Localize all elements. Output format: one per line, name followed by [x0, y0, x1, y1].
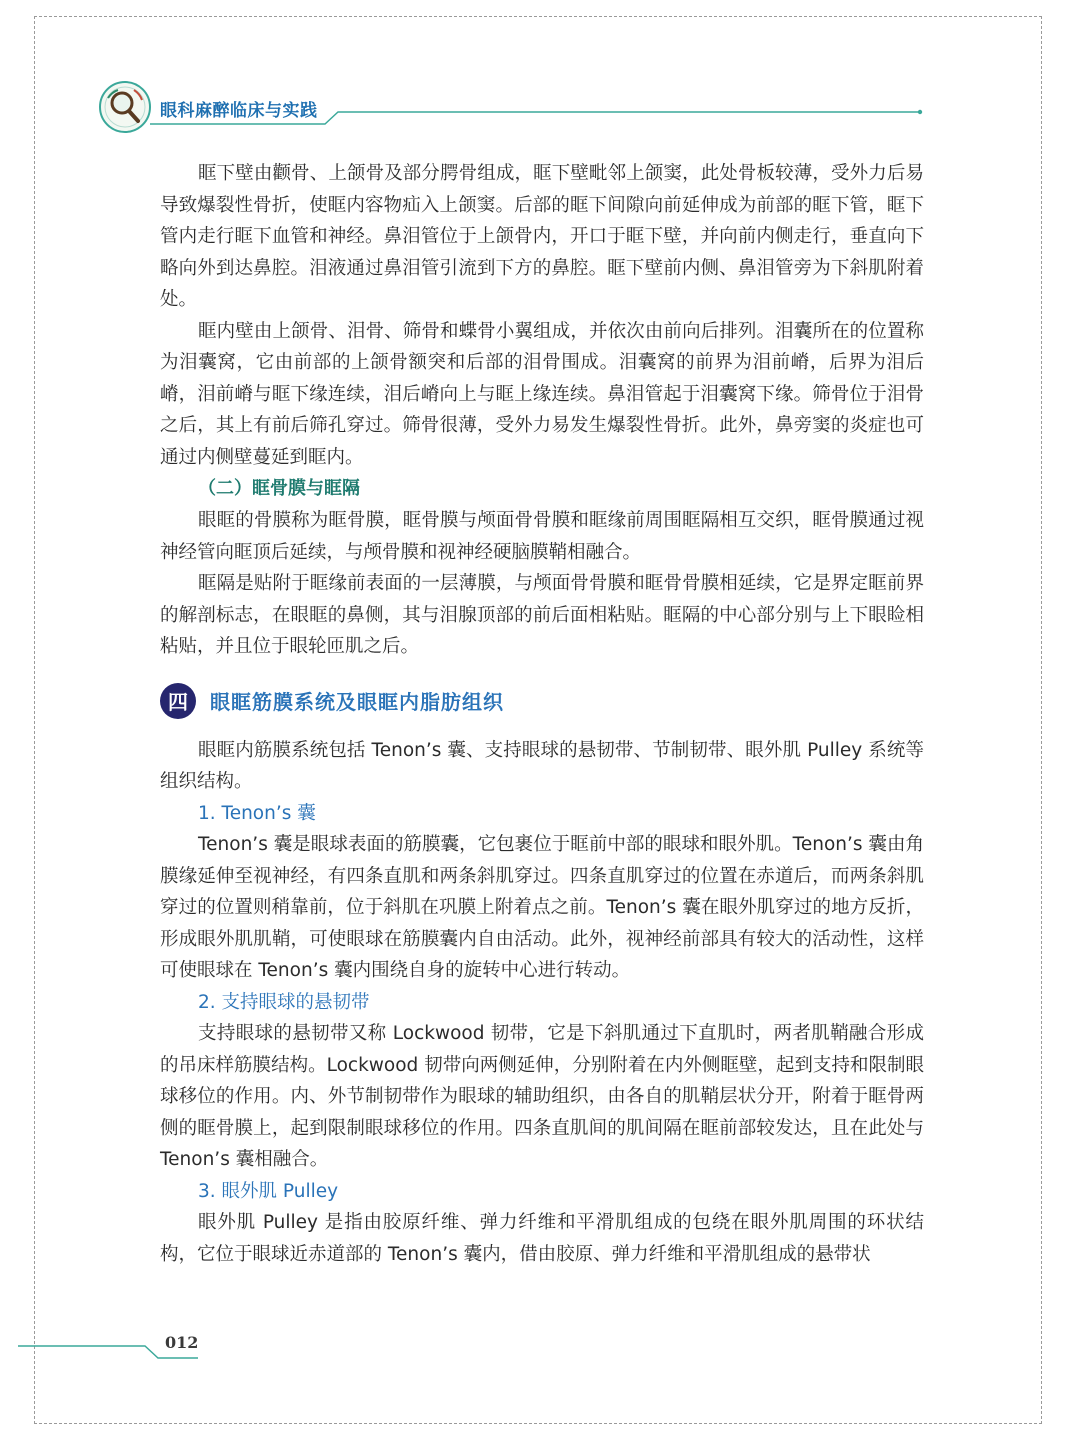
book-title: 眼科麻醉临床与实践 — [160, 101, 318, 121]
paragraph: 支持眼球的悬韧带又称 Lockwood 韧带，它是下斜肌通过下直肌时，两者肌鞘融合形成的吊床样筋膜结构。Lockwood 韧带向两侧延伸，分别附着在内外侧眶壁，起到支持和限制眼球移位的作用。内、外节制韧带作为眼球的辅助组织，由各自的肌鞘层状分开，附着于眶骨两侧的眶骨膜上，起到限制眼球移位的作用。四条直肌间的肌间隔在眶前部较发达，且在此处与 Tenon’s 囊相融合。 — [160, 1023, 924, 1170]
magnifier-logo-icon — [98, 80, 152, 134]
main-content — [160, 158, 924, 1270]
section-number-badge: 四 — [160, 683, 196, 719]
subsection-heading: （二）眶骨膜与眶隔 — [198, 478, 360, 499]
paragraph: 眶内壁由上颌骨、泪骨、筛骨和蝶骨小翼组成，并依次由前向后排列。泪囊所在的位置称为泪囊窝，它由前部的上颌骨额突和后部的泪骨围成。泪囊窝的前界为泪前嵴，后界为泪后嵴，泪前嵴与眶下缘连续，泪后嵴向上与眶上缘连续。鼻泪管起于泪囊窝下缘。筛骨位于泪骨之后，其上有前后筛孔穿过。筛骨很薄，受外力易发生爆裂性骨折。此外，鼻旁窦的炎症也可通过内侧壁蔓延到眶内。 — [160, 320, 924, 468]
paragraph: Tenon’s 囊是眼球表面的筋膜囊，它包裹位于眶前中部的眼球和眼外肌。Tenon’s 囊由角膜缘延伸至视神经，有四条直肌和两条斜肌穿过。四条直肌穿过的位置在赤道后，而两条斜肌穿过的位置则稍靠前，位于斜肌在巩膜上附着点之前。Tenon’s 囊在眼外肌穿过的地方反折，形成眼外肌肌鞘，可使眼球在筋膜囊内自由活动。此外，视神经前部具有较大的活动性，这样可使眼球在 Tenon’s 囊内围绕自身的旋转中心进行转动。 — [160, 834, 924, 981]
numbered-heading: 3. 眼外肌 Pulley — [198, 1180, 339, 1202]
numbered-heading: 1. Tenon’s 囊 — [198, 802, 316, 824]
section-title: 眼眶筋膜系统及眼眶内脂肪组织 — [210, 690, 504, 714]
section-heading — [160, 681, 924, 721]
paragraph: 眶下壁由颧骨、上颌骨及部分腭骨组成，眶下壁毗邻上颌窦，此处骨板较薄，受外力后易导致爆裂性骨折，使眶内容物疝入上颌窦。后部的眶下间隙向前延伸成为前部的眶下管，眶下管内走行眶下血管和神经。鼻泪管位于上颌骨内，开口于眶下壁，并向前内侧走行，垂直向下略向外到达鼻腔。泪液通过鼻泪管引流到下方的鼻腔。眶下壁前内侧、鼻泪管旁为下斜肌附着处。 — [160, 163, 924, 310]
paragraph: 眼眶的骨膜称为眶骨膜，眶骨膜与颅面骨骨膜和眶缘前周围眶隔相互交织，眶骨膜通过视神经管向眶顶后延续，与颅骨膜和视神经硬脑膜鞘相融合。 — [160, 510, 924, 563]
numbered-heading: 2. 支持眼球的悬韧带 — [198, 991, 370, 1013]
paragraph: 眼外肌 Pulley 是指由胶原纤维、弹力纤维和平滑肌组成的包绕在眼外肌周围的环状结构，它位于眼球近赤道部的 Tenon’s 囊内，借由胶原、弹力纤维和平滑肌组成的悬带状 — [160, 1212, 924, 1265]
paragraph: 眶隔是贴附于眶缘前表面的一层薄膜，与颅面骨骨膜和眶骨骨膜相延续，它是界定眶前界的解剖标志，在眼眶的鼻侧，其与泪腺顶部的前后面相粘贴。眶隔的中心部分别与上下眼睑相粘贴，并且位于眼轮匝肌之后。 — [160, 573, 924, 657]
paragraph: 眼眶内筋膜系统包括 Tenon’s 囊、支持眼球的悬韧带、节制韧带、眼外肌 Pulley 系统等组织结构。 — [160, 739, 924, 792]
page-number: 012 — [165, 1333, 199, 1352]
